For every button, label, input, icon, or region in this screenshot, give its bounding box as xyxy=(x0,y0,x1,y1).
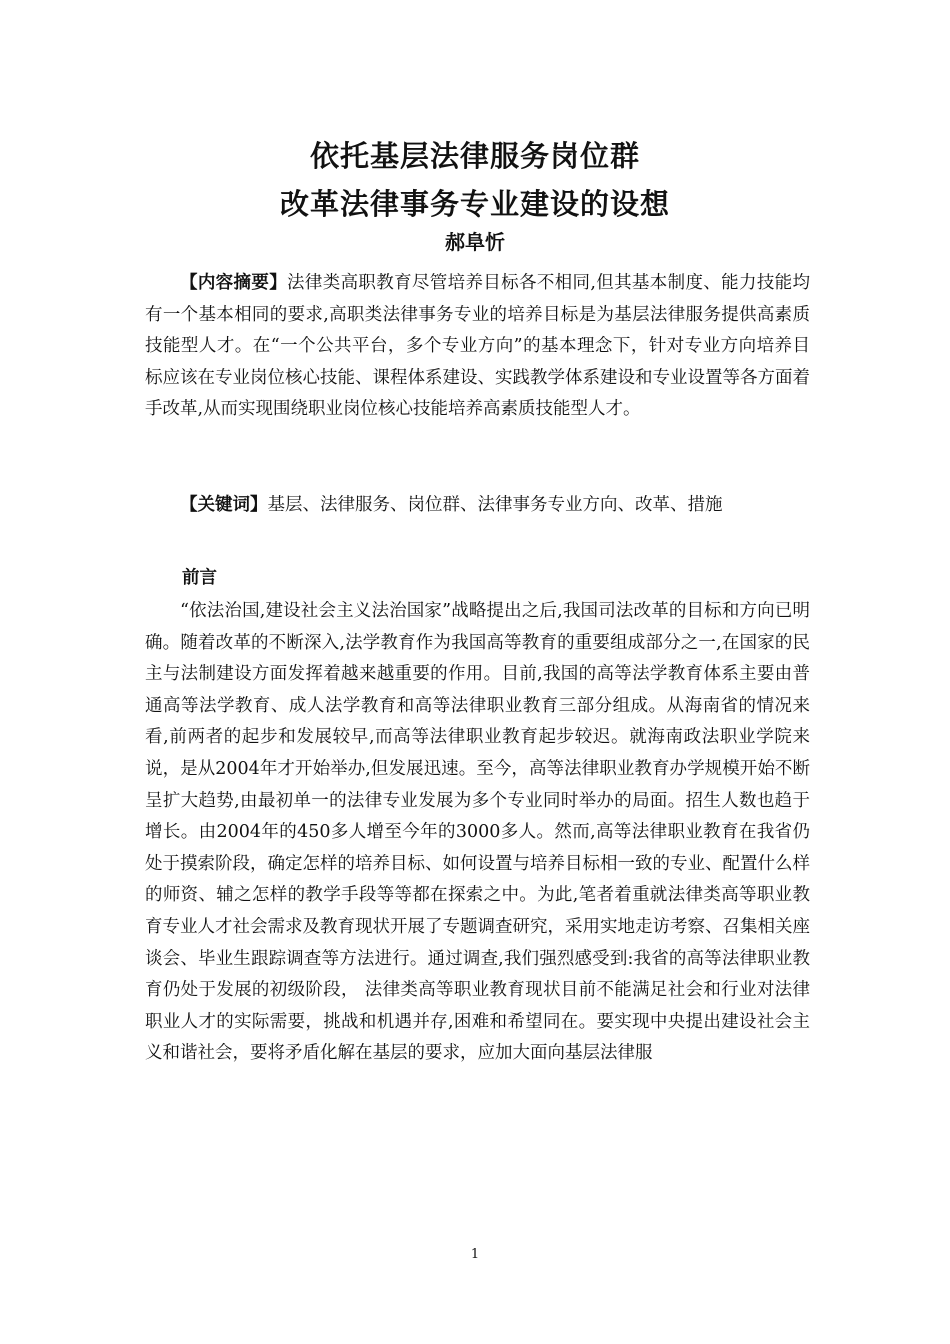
keywords-text: 基层、法律服务、岗位群、法律事务专业方向、改革、措施 xyxy=(267,495,723,515)
abstract-paragraph xyxy=(145,268,810,426)
author-name: 郝阜忻 xyxy=(445,230,505,254)
title-line-1: 依托基层法律服务岗位群 xyxy=(309,139,640,173)
keywords-label: 【关键词】 xyxy=(180,495,268,515)
abstract-label: 【内容摘要】 xyxy=(180,273,288,293)
keywords-paragraph xyxy=(145,490,810,522)
title-line-2: 改革法律事务专业建设的设想 xyxy=(279,187,670,221)
section-heading: 前言 xyxy=(182,568,217,588)
preface-text: “依法治国,建设社会主义法治国家”战略提出之后,我国司法改革的目标和方向已明确。随着改革的不断深入,法学教育作为我国高等教育的重要组成部分之一,在国家的民主与法制建设方面发挥着越来越重要的作用。目前,我国的高等法学教育体系主要由普通高等法学教育、成人法学教育和高等法律职业教育三部分组成。从海南省的情况来看,前两者的起步和发展较早,而高等法律职业教育起步较迟。就海南政法职业学院来说，是从2004年才开始举办,但发展迅速。至今，高等法律职业教育办学规模开始不断呈扩大趋势,由最初单一的法律专业发展为多个专业同时举办的局面。招生人数也趋于增长。由2004年的450多人增至今年的3000多人。然而,高等法律职业教育在我省仍处于摸索阶段，确定怎样的培养目标、如何设置与培养目标相一致的专业、配置什么样的师资、辅之怎样的教学手段等等都在探索之中。为此,笔者着重就法律类高等职业教育专业人才社会需求及教育现状开展了专题调查研究，采用实地走访考察、召集相关座谈会、毕业生跟踪调查等方法进行。通过调查,我们强烈感受到:我省的高等法律职业教育仍处于发展的初级阶段， 法律类高等职业教育现状目前不能满足社会和行业对法律职业人才的实际需要，挑战和机遇并存,困难和希望同在。要实现中央提出建设社会主义和谐社会，要将矛盾化解在基层的要求，应加大面向基层法律服 xyxy=(145,601,810,1064)
page-number: 1 xyxy=(470,1247,480,1262)
preface-paragraph xyxy=(145,596,810,1070)
abstract-text: 法律类高职教育尽管培养目标各不相同,但其基本制度、能力技能均有一个基本相同的要求,高职类法律事务专业的培养目标是为基层法律服务提供高素质技能型人才。在“一个公共平台，多个专业方向”的基本理念下，针对专业方向培养目标应该在专业岗位核心技能、课程体系建设、实践教学体系建设和专业设置等各方面着手改革,从而实现围绕职业岗位核心技能培养高素质技能型人才。 xyxy=(145,273,810,420)
